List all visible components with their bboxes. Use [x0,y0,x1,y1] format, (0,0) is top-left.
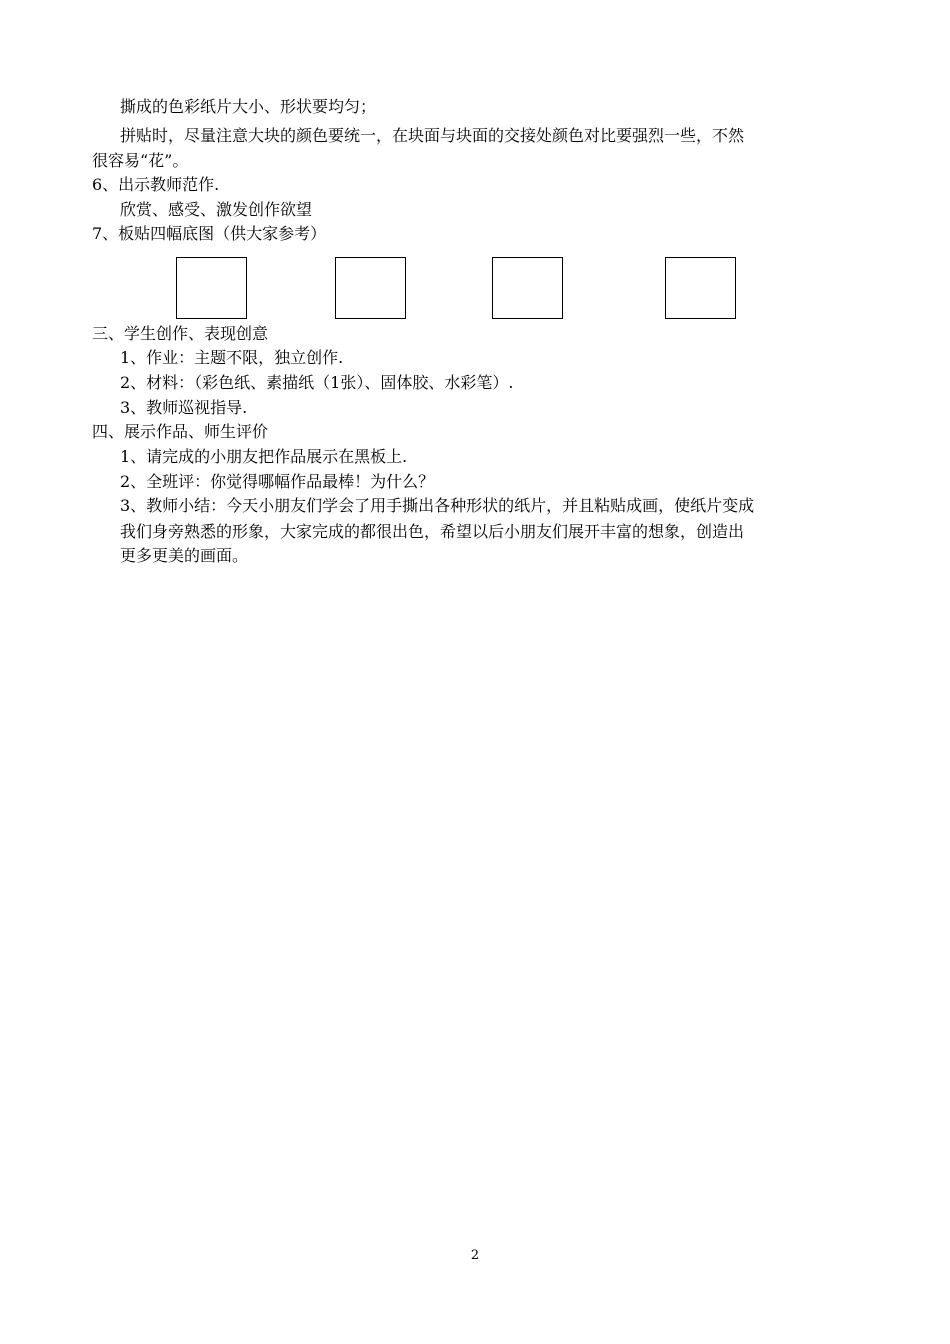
text-line: 很容易“花”。 [92,151,189,170]
placeholder-box-3 [492,257,563,319]
text-line: 2、全班评：你觉得哪幅作品最棒！为什么？ [120,472,435,491]
text-line: 7、板贴四幅底图（供大家参考） [92,224,327,243]
placeholder-box-2 [335,257,406,319]
section-heading: 四、展示作品、师生评价 [92,422,269,441]
text-line: 拼贴时，尽量注意大块的颜色要统一，在块面与块面的交接处颜色对比要强烈一些，不然 [120,126,745,145]
text-line: 3、教师巡视指导. [120,398,248,417]
text-line: 2、材料：（彩色纸、素描纸（1张）、固体胶、水彩笔）. [120,373,514,392]
text-line: 6、出示教师范作. [92,175,220,194]
text-line: 欣赏、感受、激发创作欲望 [120,200,313,219]
placeholder-box-1 [176,257,247,319]
text-line: 更多更美的画面。 [120,546,249,565]
section-heading: 三、学生创作、表现创意 [92,324,269,343]
text-line: 1、请完成的小朋友把作品展示在黑板上. [120,447,408,466]
page-number: 2 [470,1248,480,1263]
text-line: 1、作业：主题不限，独立创作. [120,348,344,367]
text-line: 3、教师小结：今天小朋友们学会了用手撕出各种形状的纸片，并且粘贴成画，使纸片变成 [120,496,755,515]
placeholder-box-4 [665,257,736,319]
text-line: 我们身旁熟悉的形象，大家完成的都很出色，希望以后小朋友们展开丰富的想象，创造出 [120,522,745,541]
text-line: 撕成的色彩纸片大小、形状要均匀； [120,97,377,116]
